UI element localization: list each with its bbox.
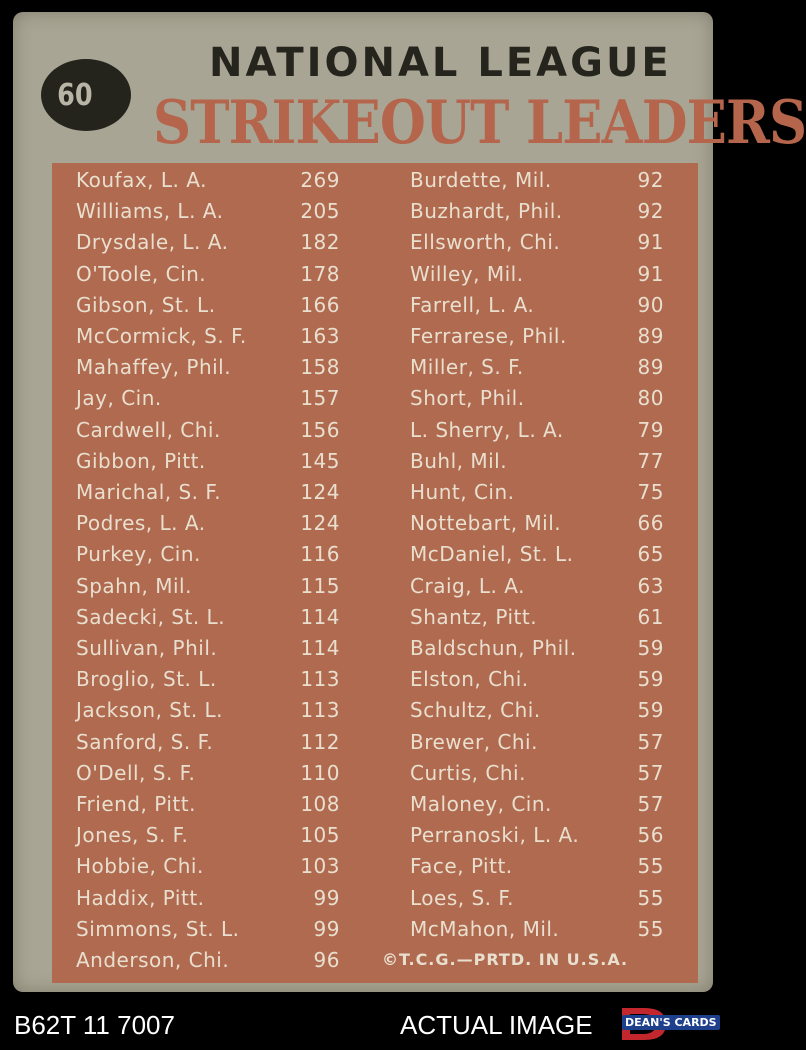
- strikeout-count: 55: [637, 885, 664, 910]
- stat-row: [52, 761, 698, 792]
- player-name: L. Sherry, L. A.: [410, 417, 564, 442]
- player-name: Broglio, St. L.: [76, 667, 217, 692]
- player-name: Anderson, Chi.: [76, 948, 230, 972]
- strikeout-count: 89: [637, 355, 664, 380]
- card-number: 60: [57, 77, 93, 113]
- strikeout-count: 80: [637, 386, 664, 411]
- listing-id: B62T 11 7007: [14, 1010, 175, 1040]
- stat-row: [52, 792, 698, 823]
- player-name: Ferrarese, Phil.: [410, 324, 567, 348]
- player-name: Short, Phil.: [410, 386, 525, 411]
- player-name: Marichal, S. F.: [76, 480, 222, 504]
- strikeout-count: 57: [637, 760, 664, 785]
- strikeout-count: 103: [300, 854, 340, 879]
- player-name: Nottebart, Mil.: [410, 511, 562, 536]
- player-name: Hobbie, Chi.: [76, 854, 204, 879]
- stat-row: [52, 917, 698, 948]
- player-name: Jay, Cin.: [76, 386, 162, 411]
- player-name: Haddix, Pitt.: [76, 885, 205, 910]
- player-name: Mahaffey, Phil.: [76, 355, 232, 380]
- strikeout-count: 55: [637, 854, 664, 879]
- strikeout-count: 61: [637, 604, 664, 629]
- stat-row: [52, 605, 698, 636]
- player-name: Perranoski, L. A.: [410, 823, 580, 848]
- player-name: Podres, L. A.: [76, 511, 206, 536]
- player-name: Schultz, Chi.: [410, 698, 541, 723]
- stat-row: [52, 293, 698, 324]
- strikeout-count: 166: [300, 292, 340, 317]
- player-name: Buzhardt, Phil.: [410, 199, 563, 224]
- stat-row: [52, 480, 698, 511]
- player-name: Burdette, Mil.: [410, 168, 552, 192]
- player-name: Cardwell, Chi.: [76, 417, 221, 442]
- player-name: Sullivan, Phil.: [76, 636, 218, 660]
- player-name: Face, Pitt.: [410, 854, 513, 879]
- player-name: Gibbon, Pitt.: [76, 448, 206, 473]
- trading-card-back: [13, 12, 806, 992]
- strikeout-count: 56: [637, 823, 664, 848]
- player-name: Miller, S. F.: [410, 355, 524, 380]
- stat-row: [52, 823, 698, 854]
- card-title: STRIKEOUT LEADERS: [153, 88, 806, 158]
- player-name: Shantz, Pitt.: [410, 604, 538, 629]
- player-name: Brewer, Chi.: [410, 729, 538, 754]
- stat-row: [52, 730, 698, 761]
- player-name: Sadecki, St. L.: [76, 604, 226, 629]
- strikeout-count: 92: [637, 168, 664, 192]
- strikeout-count: 158: [300, 355, 340, 380]
- strikeout-count: 110: [300, 760, 340, 785]
- strikeout-count: 92: [637, 199, 664, 224]
- stat-row: [52, 418, 698, 449]
- strikeout-count: 163: [300, 324, 340, 348]
- strikeout-count: 91: [637, 261, 664, 286]
- strikeout-count: 205: [300, 199, 340, 224]
- player-name: Curtis, Chi.: [410, 760, 526, 785]
- strikeout-count: 157: [300, 386, 340, 411]
- strikeout-count: 178: [300, 261, 340, 286]
- strikeout-count: 99: [313, 916, 340, 941]
- stat-row: [52, 886, 698, 917]
- strikeout-count: 57: [637, 792, 664, 816]
- stat-row: [52, 199, 698, 230]
- strikeout-count: 113: [300, 698, 340, 723]
- stat-row: [52, 168, 698, 199]
- stat-row: [52, 542, 698, 573]
- player-name: McDaniel, St. L.: [410, 542, 574, 567]
- league-heading: NATIONAL LEAGUE: [209, 40, 672, 86]
- player-name: McMahon, Mil.: [410, 916, 560, 941]
- strikeout-count: 124: [300, 511, 340, 536]
- player-name: Maloney, Cin.: [410, 792, 552, 816]
- player-name: O'Toole, Cin.: [76, 261, 207, 286]
- stat-row: [52, 574, 698, 605]
- player-name: Spahn, Mil.: [76, 573, 192, 598]
- strikeout-count: 59: [637, 667, 664, 692]
- stat-row: [52, 449, 698, 480]
- actual-image-label: ACTUAL IMAGE: [400, 1010, 593, 1040]
- player-name: Craig, L. A.: [410, 573, 525, 598]
- player-name: McCormick, S. F.: [76, 324, 247, 348]
- strikeout-count: 66: [637, 511, 664, 536]
- stat-row: [52, 511, 698, 542]
- strikeout-count: 116: [300, 542, 340, 567]
- stat-row: [52, 262, 698, 293]
- strikeout-count: 114: [300, 604, 340, 629]
- copyright-line: ©T.C.G.—PRTD. IN U.S.A.: [382, 950, 629, 969]
- player-name: Baldschun, Phil.: [410, 636, 577, 660]
- strikeout-count: 99: [313, 885, 340, 910]
- player-name: Hunt, Cin.: [410, 480, 515, 504]
- player-name: Elston, Chi.: [410, 667, 529, 692]
- player-name: Buhl, Mil.: [410, 448, 508, 473]
- player-name: Loes, S. F.: [410, 885, 515, 910]
- strikeout-count: 59: [637, 636, 664, 660]
- player-name: Gibson, St. L.: [76, 292, 216, 317]
- player-name: Purkey, Cin.: [76, 542, 201, 567]
- strikeout-count: 108: [300, 792, 340, 816]
- strikeout-count: 269: [300, 168, 340, 192]
- logo-text: DEAN'S CARDS: [622, 1015, 720, 1030]
- strikeout-count: 156: [300, 417, 340, 442]
- strikeout-count: 75: [637, 480, 664, 504]
- strikeout-count: 57: [637, 729, 664, 754]
- stat-row: [52, 636, 698, 667]
- player-name: Simmons, St. L.: [76, 916, 240, 941]
- strikeout-count: 124: [300, 480, 340, 504]
- strikeout-count: 182: [300, 230, 340, 255]
- strikeout-count: 65: [637, 542, 664, 567]
- player-name: Williams, L. A.: [76, 199, 224, 224]
- strikeout-count: 96: [313, 948, 340, 972]
- player-name: Drysdale, L. A.: [76, 230, 229, 255]
- player-name: Jones, S. F.: [76, 823, 189, 848]
- stat-row: [52, 230, 698, 261]
- strikeout-count: 55: [637, 916, 664, 941]
- strikeout-count: 105: [300, 823, 340, 848]
- stat-row: [52, 386, 698, 417]
- player-name: Friend, Pitt.: [76, 792, 196, 816]
- player-name: Farrell, L. A.: [410, 292, 535, 317]
- strikeout-count: 77: [637, 448, 664, 473]
- player-name: Willey, Mil.: [410, 261, 524, 286]
- strikeout-count: 59: [637, 698, 664, 723]
- player-name: Jackson, St. L.: [76, 698, 224, 723]
- strikeout-count: 63: [637, 573, 664, 598]
- stats-panel: [52, 163, 698, 983]
- stat-row: [52, 324, 698, 355]
- strikeout-count: 89: [637, 324, 664, 348]
- stat-row: [52, 355, 698, 386]
- stat-row: [52, 667, 698, 698]
- strikeout-count: 115: [300, 573, 340, 598]
- stat-row: [52, 698, 698, 729]
- strikeout-count: 113: [300, 667, 340, 692]
- player-name: O'Dell, S. F.: [76, 760, 196, 785]
- strikeout-count: 90: [637, 292, 664, 317]
- player-name: Sanford, S. F.: [76, 729, 214, 754]
- stat-row: [52, 854, 698, 885]
- strikeout-count: 112: [300, 729, 340, 754]
- strikeout-count: 114: [300, 636, 340, 660]
- card-number-badge: [41, 59, 131, 131]
- strikeout-count: 79: [637, 417, 664, 442]
- player-name: Koufax, L. A.: [76, 168, 207, 192]
- player-name: Ellsworth, Chi.: [410, 230, 561, 255]
- strikeout-count: 91: [637, 230, 664, 255]
- strikeout-count: 145: [300, 448, 340, 473]
